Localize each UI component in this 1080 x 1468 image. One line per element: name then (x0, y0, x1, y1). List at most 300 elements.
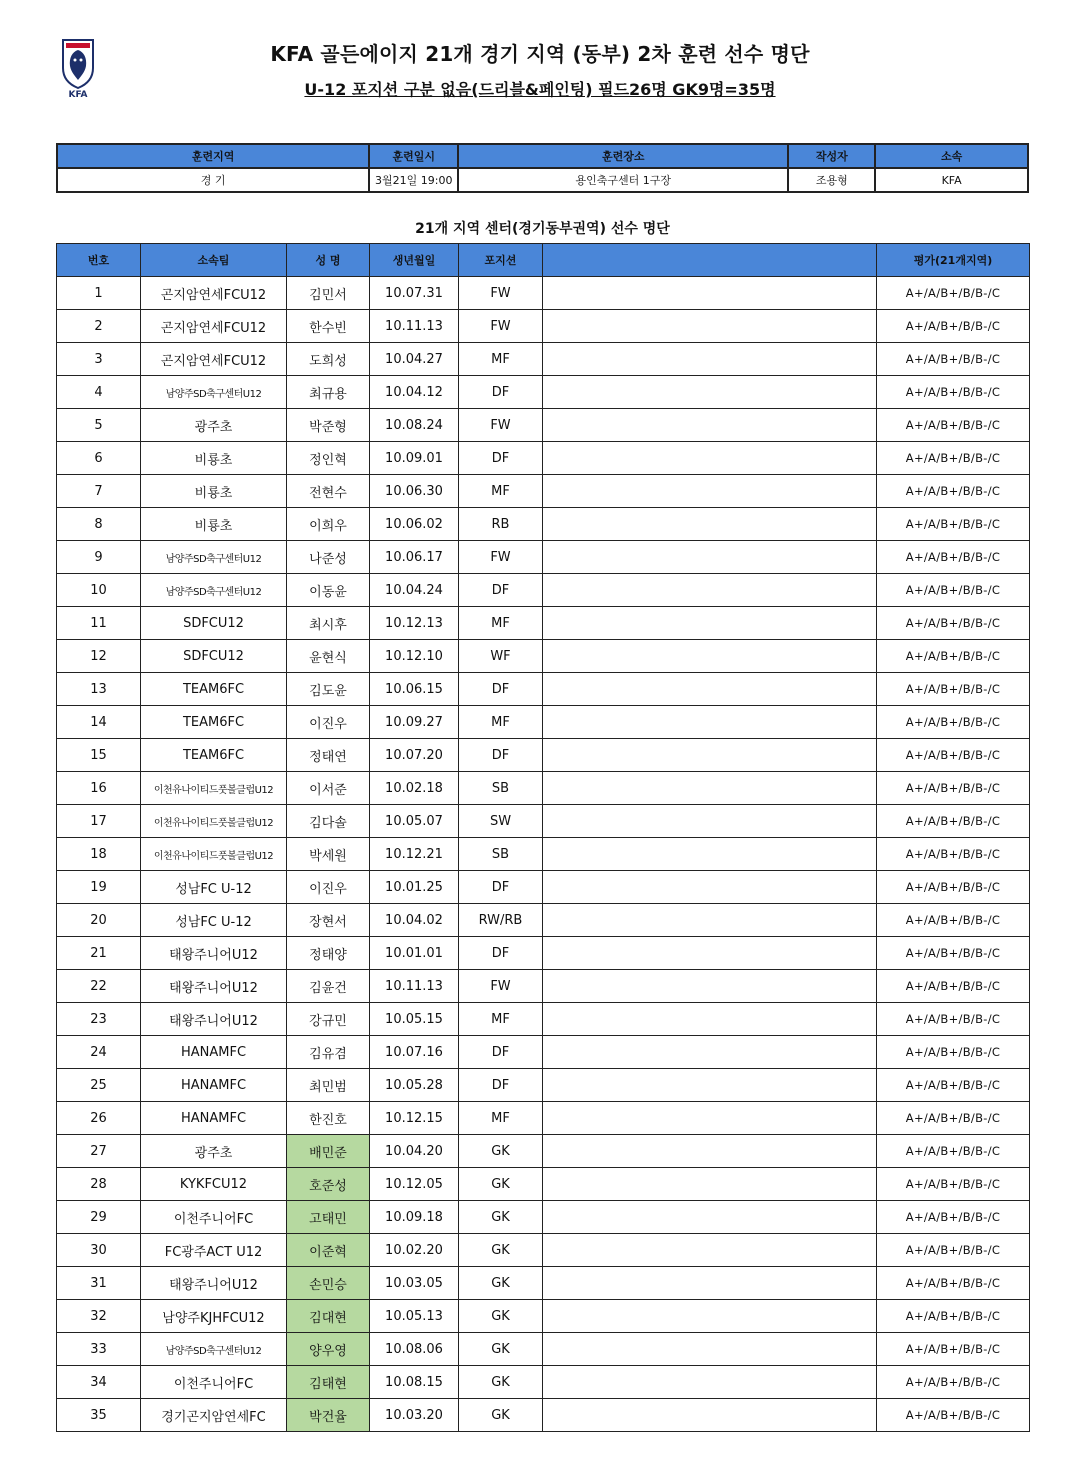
row-birthdate: 10.07.16 (370, 1036, 459, 1069)
row-evaluation: A+/A/B+/B/B-/C (877, 1168, 1030, 1201)
row-evaluation: A+/A/B+/B/B-/C (877, 541, 1030, 574)
row-team: HANAMFC (141, 1102, 287, 1135)
row-evaluation: A+/A/B+/B/B-/C (877, 1003, 1030, 1036)
row-position: RW/RB (459, 904, 543, 937)
row-blank (543, 1069, 877, 1102)
row-evaluation: A+/A/B+/B/B-/C (877, 640, 1030, 673)
row-position: MF (459, 343, 543, 376)
row-position: SB (459, 838, 543, 871)
row-number: 3 (57, 343, 141, 376)
row-evaluation: A+/A/B+/B/B-/C (877, 1399, 1030, 1432)
info-header-author: 작성자 (788, 144, 875, 168)
row-position: DF (459, 739, 543, 772)
row-team: SDFCU12 (141, 607, 287, 640)
table-row (57, 1234, 1030, 1267)
row-player-name: 최시후 (287, 607, 370, 640)
row-player-name: 이진우 (287, 871, 370, 904)
row-evaluation: A+/A/B+/B/B-/C (877, 1135, 1030, 1168)
row-position: DF (459, 442, 543, 475)
row-player-name: 도희성 (287, 343, 370, 376)
row-birthdate: 10.09.27 (370, 706, 459, 739)
info-author: 조용형 (788, 168, 875, 192)
row-player-name: 최규용 (287, 376, 370, 409)
kfa-logo (60, 38, 96, 104)
row-evaluation: A+/A/B+/B/B-/C (877, 1102, 1030, 1135)
row-player-name: 이동윤 (287, 574, 370, 607)
header-name: 성 명 (287, 244, 370, 277)
row-number: 27 (57, 1135, 141, 1168)
row-blank (543, 1366, 877, 1399)
header-eval: 평가(21개지역) (877, 244, 1030, 277)
row-evaluation: A+/A/B+/B/B-/C (877, 376, 1030, 409)
row-birthdate: 10.05.15 (370, 1003, 459, 1036)
row-birthdate: 10.12.05 (370, 1168, 459, 1201)
table-row (57, 1267, 1030, 1300)
table-row (57, 1366, 1030, 1399)
row-blank (543, 937, 877, 970)
row-blank (543, 1234, 877, 1267)
row-birthdate: 10.02.20 (370, 1234, 459, 1267)
row-evaluation: A+/A/B+/B/B-/C (877, 1300, 1030, 1333)
row-evaluation: A+/A/B+/B/B-/C (877, 838, 1030, 871)
row-team: 태왕주니어U12 (141, 970, 287, 1003)
row-number: 1 (57, 277, 141, 310)
row-player-name: 박준형 (287, 409, 370, 442)
row-blank (543, 376, 877, 409)
row-blank (543, 904, 877, 937)
row-player-name: 강규민 (287, 1003, 370, 1036)
table-row (57, 1036, 1030, 1069)
row-number: 14 (57, 706, 141, 739)
row-blank (543, 772, 877, 805)
row-player-name: 김대현 (287, 1300, 370, 1333)
table-row (57, 1168, 1030, 1201)
row-evaluation: A+/A/B+/B/B-/C (877, 970, 1030, 1003)
row-evaluation: A+/A/B+/B/B-/C (877, 937, 1030, 970)
row-team: 태왕주니어U12 (141, 937, 287, 970)
row-number: 22 (57, 970, 141, 1003)
row-blank (543, 508, 877, 541)
row-blank (543, 310, 877, 343)
row-team: 비룡초 (141, 475, 287, 508)
row-number: 13 (57, 673, 141, 706)
table-row (57, 277, 1030, 310)
row-evaluation: A+/A/B+/B/B-/C (877, 772, 1030, 805)
row-player-name: 전현수 (287, 475, 370, 508)
row-team: 남양주SD축구센터U12 (141, 574, 287, 607)
header-no: 번호 (57, 244, 141, 277)
row-team: TEAM6FC (141, 739, 287, 772)
row-birthdate: 10.04.20 (370, 1135, 459, 1168)
row-position: MF (459, 706, 543, 739)
row-team: 곤지암연세FCU12 (141, 277, 287, 310)
row-player-name: 김태현 (287, 1366, 370, 1399)
row-birthdate: 10.06.17 (370, 541, 459, 574)
training-info-table (56, 143, 1029, 193)
row-team: 남양주SD축구센터U12 (141, 541, 287, 574)
row-team: 남양주SD축구센터U12 (141, 1333, 287, 1366)
table-row (57, 1135, 1030, 1168)
row-number: 8 (57, 508, 141, 541)
row-position: DF (459, 376, 543, 409)
row-team: SDFCU12 (141, 640, 287, 673)
row-number: 2 (57, 310, 141, 343)
table-row (57, 970, 1030, 1003)
row-number: 17 (57, 805, 141, 838)
row-player-name: 한수빈 (287, 310, 370, 343)
row-team: 이천유나이티드풋볼클럽U12 (141, 805, 287, 838)
roster-body (57, 277, 1030, 1432)
table-row (57, 805, 1030, 838)
row-player-name: 박건율 (287, 1399, 370, 1432)
row-number: 5 (57, 409, 141, 442)
document-title: KFA 골든에이지 21개 경기 지역 (동부) 2차 훈련 선수 명단 (270, 42, 810, 66)
row-team: 성남FC U-12 (141, 904, 287, 937)
row-team: 태왕주니어U12 (141, 1267, 287, 1300)
row-birthdate: 10.04.24 (370, 574, 459, 607)
row-evaluation: A+/A/B+/B/B-/C (877, 475, 1030, 508)
row-player-name: 김민서 (287, 277, 370, 310)
row-player-name: 이준혁 (287, 1234, 370, 1267)
row-birthdate: 10.06.15 (370, 673, 459, 706)
row-position: MF (459, 475, 543, 508)
row-number: 24 (57, 1036, 141, 1069)
row-number: 26 (57, 1102, 141, 1135)
row-number: 12 (57, 640, 141, 673)
row-number: 21 (57, 937, 141, 970)
row-blank (543, 1267, 877, 1300)
row-evaluation: A+/A/B+/B/B-/C (877, 673, 1030, 706)
row-number: 7 (57, 475, 141, 508)
row-player-name: 호준성 (287, 1168, 370, 1201)
row-evaluation: A+/A/B+/B/B-/C (877, 706, 1030, 739)
table-row (57, 838, 1030, 871)
row-number: 19 (57, 871, 141, 904)
row-blank (543, 409, 877, 442)
table-row (57, 1069, 1030, 1102)
row-blank (543, 574, 877, 607)
row-position: MF (459, 1102, 543, 1135)
table-row (57, 508, 1030, 541)
info-value-row (57, 168, 1028, 192)
row-blank (543, 1333, 877, 1366)
row-number: 15 (57, 739, 141, 772)
row-player-name: 이희우 (287, 508, 370, 541)
row-position: DF (459, 574, 543, 607)
table-row (57, 442, 1030, 475)
roster-header-row (57, 244, 1030, 277)
row-number: 33 (57, 1333, 141, 1366)
row-position: DF (459, 1036, 543, 1069)
info-region: 경 기 (57, 168, 369, 192)
header-birth: 생년월일 (370, 244, 459, 277)
row-blank (543, 442, 877, 475)
row-number: 18 (57, 838, 141, 871)
row-evaluation: A+/A/B+/B/B-/C (877, 1333, 1030, 1366)
row-number: 23 (57, 1003, 141, 1036)
row-player-name: 한진호 (287, 1102, 370, 1135)
row-blank (543, 1399, 877, 1432)
row-evaluation: A+/A/B+/B/B-/C (877, 607, 1030, 640)
row-team: 경기곤지암연세FC (141, 1399, 287, 1432)
row-number: 10 (57, 574, 141, 607)
row-birthdate: 10.09.01 (370, 442, 459, 475)
row-evaluation: A+/A/B+/B/B-/C (877, 1366, 1030, 1399)
row-blank (543, 475, 877, 508)
row-position: GK (459, 1333, 543, 1366)
row-blank (543, 871, 877, 904)
row-birthdate: 10.03.05 (370, 1267, 459, 1300)
info-venue: 용인축구센터 1구장 (458, 168, 788, 192)
row-evaluation: A+/A/B+/B/B-/C (877, 442, 1030, 475)
row-evaluation: A+/A/B+/B/B-/C (877, 1234, 1030, 1267)
row-team: HANAMFC (141, 1069, 287, 1102)
table-row (57, 607, 1030, 640)
row-team: 비룡초 (141, 442, 287, 475)
row-birthdate: 10.07.31 (370, 277, 459, 310)
row-team: TEAM6FC (141, 706, 287, 739)
row-player-name: 윤현식 (287, 640, 370, 673)
title-block (140, 38, 940, 100)
row-number: 6 (57, 442, 141, 475)
table-row (57, 1333, 1030, 1366)
table-row (57, 1399, 1030, 1432)
row-team: 곤지암연세FCU12 (141, 343, 287, 376)
header-blank (543, 244, 877, 277)
row-player-name: 배민준 (287, 1135, 370, 1168)
row-blank (543, 706, 877, 739)
table-row (57, 1102, 1030, 1135)
row-birthdate: 10.04.02 (370, 904, 459, 937)
row-blank (543, 1168, 877, 1201)
row-position: MF (459, 1003, 543, 1036)
row-player-name: 최민범 (287, 1069, 370, 1102)
row-player-name: 손민승 (287, 1267, 370, 1300)
row-blank (543, 739, 877, 772)
row-blank (543, 640, 877, 673)
row-birthdate: 10.12.15 (370, 1102, 459, 1135)
row-blank (543, 838, 877, 871)
row-player-name: 이진우 (287, 706, 370, 739)
row-player-name: 박세원 (287, 838, 370, 871)
header-team: 소속팀 (141, 244, 287, 277)
row-position: DF (459, 871, 543, 904)
row-player-name: 고태민 (287, 1201, 370, 1234)
row-birthdate: 10.04.27 (370, 343, 459, 376)
table-row (57, 871, 1030, 904)
row-position: MF (459, 607, 543, 640)
row-player-name: 김유겸 (287, 1036, 370, 1069)
row-team: 광주초 (141, 1135, 287, 1168)
row-player-name: 김윤건 (287, 970, 370, 1003)
row-blank (543, 541, 877, 574)
row-position: DF (459, 937, 543, 970)
row-team: KYKFCU12 (141, 1168, 287, 1201)
row-position: GK (459, 1234, 543, 1267)
row-evaluation: A+/A/B+/B/B-/C (877, 1267, 1030, 1300)
row-team: 이천주니어FC (141, 1201, 287, 1234)
row-number: 35 (57, 1399, 141, 1432)
row-position: FW (459, 277, 543, 310)
row-birthdate: 10.05.13 (370, 1300, 459, 1333)
table-row (57, 937, 1030, 970)
row-player-name: 장현서 (287, 904, 370, 937)
row-birthdate: 10.08.24 (370, 409, 459, 442)
row-player-name: 양우영 (287, 1333, 370, 1366)
row-position: FW (459, 541, 543, 574)
row-team: 이천유나이티드풋볼클럽U12 (141, 838, 287, 871)
row-blank (543, 1003, 877, 1036)
table-row (57, 541, 1030, 574)
table-row (57, 739, 1030, 772)
info-header-affiliation: 소속 (875, 144, 1028, 168)
row-team: 이천주니어FC (141, 1366, 287, 1399)
row-team: FC광주ACT U12 (141, 1234, 287, 1267)
row-birthdate: 10.08.15 (370, 1366, 459, 1399)
row-birthdate: 10.07.20 (370, 739, 459, 772)
row-number: 11 (57, 607, 141, 640)
info-datetime: 3월21일 19:00 (369, 168, 458, 192)
table-row (57, 640, 1030, 673)
info-affiliation: KFA (875, 168, 1028, 192)
row-evaluation: A+/A/B+/B/B-/C (877, 739, 1030, 772)
row-team: 성남FC U-12 (141, 871, 287, 904)
row-position: GK (459, 1300, 543, 1333)
row-position: WF (459, 640, 543, 673)
row-player-name: 정인혁 (287, 442, 370, 475)
table-row (57, 772, 1030, 805)
row-birthdate: 10.01.01 (370, 937, 459, 970)
row-player-name: 김다솔 (287, 805, 370, 838)
row-birthdate: 10.08.06 (370, 1333, 459, 1366)
row-number: 9 (57, 541, 141, 574)
table-row (57, 574, 1030, 607)
row-position: FW (459, 409, 543, 442)
row-birthdate: 10.05.28 (370, 1069, 459, 1102)
row-team: HANAMFC (141, 1036, 287, 1069)
row-position: DF (459, 1069, 543, 1102)
row-team: 광주초 (141, 409, 287, 442)
row-birthdate: 10.06.30 (370, 475, 459, 508)
row-number: 28 (57, 1168, 141, 1201)
row-team: 비룡초 (141, 508, 287, 541)
info-header-row (57, 144, 1028, 168)
info-header-datetime: 훈련일시 (369, 144, 458, 168)
row-number: 20 (57, 904, 141, 937)
row-birthdate: 10.04.12 (370, 376, 459, 409)
row-blank (543, 1300, 877, 1333)
row-position: GK (459, 1267, 543, 1300)
row-position: SW (459, 805, 543, 838)
row-team: TEAM6FC (141, 673, 287, 706)
row-evaluation: A+/A/B+/B/B-/C (877, 904, 1030, 937)
table-row (57, 904, 1030, 937)
row-birthdate: 10.12.21 (370, 838, 459, 871)
row-position: GK (459, 1366, 543, 1399)
row-number: 25 (57, 1069, 141, 1102)
row-position: RB (459, 508, 543, 541)
row-birthdate: 10.12.13 (370, 607, 459, 640)
row-number: 4 (57, 376, 141, 409)
roster-table (56, 243, 1030, 1432)
row-blank (543, 1135, 877, 1168)
row-evaluation: A+/A/B+/B/B-/C (877, 409, 1030, 442)
section-title: 21개 지역 센터(경기동부권역) 선수 명단 (415, 221, 670, 237)
row-blank (543, 1036, 877, 1069)
row-birthdate: 10.11.13 (370, 970, 459, 1003)
row-blank (543, 1201, 877, 1234)
row-evaluation: A+/A/B+/B/B-/C (877, 508, 1030, 541)
info-header-region: 훈련지역 (57, 144, 369, 168)
row-number: 32 (57, 1300, 141, 1333)
row-player-name: 정태연 (287, 739, 370, 772)
table-row (57, 310, 1030, 343)
row-evaluation: A+/A/B+/B/B-/C (877, 1069, 1030, 1102)
row-blank (543, 1102, 877, 1135)
row-team: 이천유나이티드풋볼클럽U12 (141, 772, 287, 805)
row-birthdate: 10.01.25 (370, 871, 459, 904)
row-number: 34 (57, 1366, 141, 1399)
table-row (57, 376, 1030, 409)
logo-text: KFA (68, 90, 88, 100)
row-birthdate: 10.06.02 (370, 508, 459, 541)
row-position: GK (459, 1135, 543, 1168)
kfa-crest-icon (60, 38, 96, 90)
table-row (57, 409, 1030, 442)
row-birthdate: 10.09.18 (370, 1201, 459, 1234)
row-blank (543, 805, 877, 838)
row-birthdate: 10.03.20 (370, 1399, 459, 1432)
table-row (57, 343, 1030, 376)
row-player-name: 김도윤 (287, 673, 370, 706)
document-subtitle: U-12 포지션 구분 없음(드리블&페인팅) 필드26명 GK9명=35명 (304, 80, 776, 99)
row-position: DF (459, 673, 543, 706)
row-birthdate: 10.05.07 (370, 805, 459, 838)
row-evaluation: A+/A/B+/B/B-/C (877, 574, 1030, 607)
info-header-venue: 훈련장소 (458, 144, 788, 168)
row-blank (543, 673, 877, 706)
row-position: GK (459, 1399, 543, 1432)
row-evaluation: A+/A/B+/B/B-/C (877, 277, 1030, 310)
header-position: 포지션 (459, 244, 543, 277)
row-team: 태왕주니어U12 (141, 1003, 287, 1036)
table-row (57, 1300, 1030, 1333)
row-player-name: 정태양 (287, 937, 370, 970)
row-birthdate: 10.11.13 (370, 310, 459, 343)
row-blank (543, 343, 877, 376)
row-evaluation: A+/A/B+/B/B-/C (877, 805, 1030, 838)
row-evaluation: A+/A/B+/B/B-/C (877, 1036, 1030, 1069)
row-position: GK (459, 1201, 543, 1234)
row-evaluation: A+/A/B+/B/B-/C (877, 343, 1030, 376)
row-blank (543, 970, 877, 1003)
table-row (57, 1003, 1030, 1036)
row-position: GK (459, 1168, 543, 1201)
row-team: 남양주SD축구센터U12 (141, 376, 287, 409)
row-number: 30 (57, 1234, 141, 1267)
row-evaluation: A+/A/B+/B/B-/C (877, 310, 1030, 343)
table-row (57, 706, 1030, 739)
row-player-name: 나준성 (287, 541, 370, 574)
table-row (57, 1201, 1030, 1234)
row-evaluation: A+/A/B+/B/B-/C (877, 1201, 1030, 1234)
row-position: SB (459, 772, 543, 805)
row-team: 곤지암연세FCU12 (141, 310, 287, 343)
row-birthdate: 10.02.18 (370, 772, 459, 805)
row-number: 16 (57, 772, 141, 805)
table-row (57, 673, 1030, 706)
row-position: FW (459, 310, 543, 343)
